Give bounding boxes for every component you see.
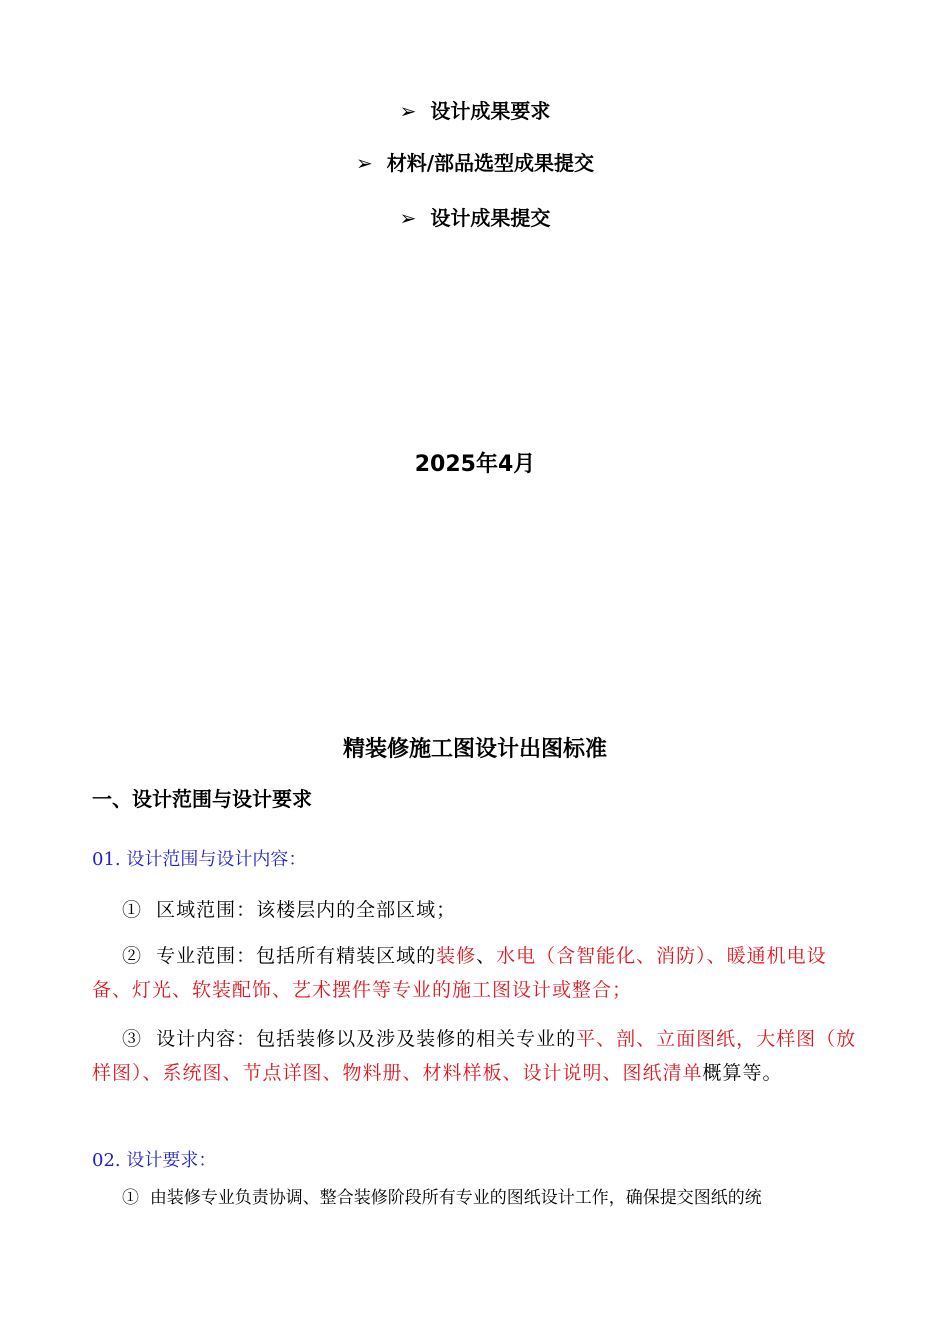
document-date: 2025年4月 [414, 452, 536, 477]
list-item [92, 939, 860, 1007]
toc-item-label: 设计成果要求 [430, 99, 551, 123]
toc-item [0, 97, 950, 125]
item-highlight: 平、剖、立面图纸，大样图（放样图）、系统图、节点详图、物料册、材料样板、设计说明、图纸清单 [92, 1028, 857, 1084]
item-text: 专业范围：包括所有精装区域的 [156, 945, 437, 967]
item-highlight: 装修 [436, 945, 477, 967]
item-text: 设计内容：包括装修以及涉及装修的相关专业的 [156, 1028, 577, 1050]
list-item [92, 1022, 860, 1090]
arrow-icon: ➢ [399, 99, 417, 123]
toc-item-label: 设计成果提交 [430, 206, 551, 230]
subsection-heading: 01. 设计范围与设计内容： [92, 849, 307, 870]
item-separator: 、 [476, 945, 497, 967]
document-title: 精装修施工图设计出图标准 [342, 737, 607, 762]
item-text: 由装修专业负责协调、整合装修阶段所有专业的图纸设计工作，确保提交图纸的统 [149, 1188, 762, 1208]
toc-item [0, 149, 950, 177]
list-item [92, 1185, 860, 1211]
item-marker: ② [122, 945, 143, 967]
list-item [92, 893, 860, 927]
subsection-heading: 02. 设计要求： [92, 1150, 217, 1171]
arrow-icon: ➢ [355, 151, 373, 175]
item-marker: ③ [122, 1028, 143, 1050]
item-highlight: 水电（含智能化、消防）、暖通机电设备、灯光、软装配饰、艺术摆件等专业的施工图设计或整合； [92, 945, 827, 1001]
toc-item-label: 材料/部品选型成果提交 [386, 151, 595, 175]
item-tail: 概算等。 [702, 1062, 783, 1084]
toc-item [0, 204, 950, 232]
item-marker: ① [122, 1188, 139, 1208]
item-marker: ① [122, 899, 143, 921]
section-heading: 一、设计范围与设计要求 [92, 787, 312, 811]
arrow-icon: ➢ [399, 206, 417, 230]
item-text: 区域范围：该楼层内的全部区域； [156, 899, 457, 921]
